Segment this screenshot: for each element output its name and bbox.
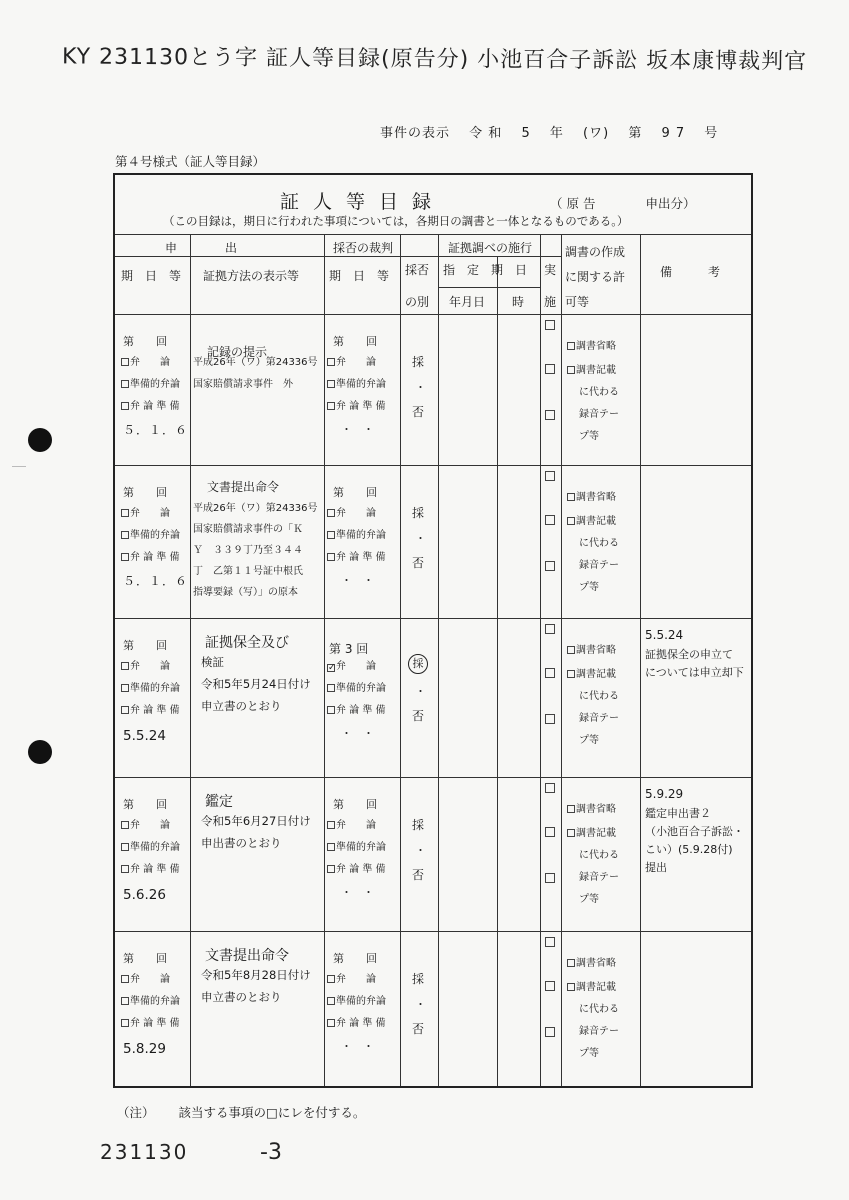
benron-option-label: 弁 論: [130, 820, 170, 831]
rokuon-2: プ等: [579, 1048, 599, 1059]
header-toki: 時: [512, 295, 525, 309]
checkbox[interactable]: [327, 975, 335, 983]
saihi-benron-option: [327, 509, 376, 519]
header-jisshi-2: 施: [544, 295, 557, 309]
saihi-benron-option-label: 弁 論: [336, 508, 376, 519]
biko-line: 5.9.29: [645, 787, 684, 801]
method-line: 文書提出命令: [205, 948, 289, 964]
benron-junbi-option: [121, 402, 180, 412]
saihi-benron-junbi-option: [327, 706, 386, 716]
header-saihi-date: 期 日 等: [329, 269, 390, 283]
saihi-benron-option-label: 弁 論: [336, 974, 376, 985]
saihi-benron-junbi-option-label: 弁 論 準 備: [336, 401, 386, 412]
junbiteki-option-label: 準備的弁論: [130, 842, 180, 853]
saihi-junbiteki-option-label: 準備的弁論: [336, 530, 386, 541]
hi-label: 否: [412, 1022, 425, 1036]
method-line: 文書提出命令: [207, 480, 280, 494]
saihi-benron-junbi-option-label: 弁 論 準 備: [336, 705, 386, 716]
jisshi-checkbox[interactable]: [545, 624, 555, 634]
saihi-benron-option-label: 弁 論: [336, 357, 376, 368]
junbiteki-option: [121, 684, 180, 694]
saihi-junbiteki-option: [327, 531, 386, 541]
saihi-benron-junbi-option: [327, 1019, 386, 1029]
chosho-kisai-option-label: 調書記載: [576, 669, 616, 680]
method-line: 検証: [201, 655, 224, 669]
benron-junbi-option-label: 弁 論 準 備: [130, 552, 180, 563]
checkbox[interactable]: [327, 843, 335, 851]
header-sekkou: 証拠調べの施行: [448, 241, 533, 255]
checkbox[interactable]: [121, 821, 129, 829]
checkbox[interactable]: [121, 975, 129, 983]
footnote: [117, 1103, 365, 1121]
case-dai: 第: [628, 126, 643, 141]
rokuon-2: プ等: [579, 735, 599, 746]
checkbox[interactable]: [121, 358, 129, 366]
case-num: 9 7: [661, 126, 686, 141]
saihi-benron-junbi-option: [327, 402, 386, 412]
chosho-shoryaku-option: [567, 646, 616, 656]
handwritten-header: KY 231130とう字 証人等目録(原告分) 小池百合子訴訟 坂本康博裁判官: [61, 44, 808, 75]
ni-kawaru: に代わる: [579, 538, 619, 549]
jisshi-checkbox[interactable]: [545, 714, 555, 724]
benron-option-label: 弁 論: [130, 974, 170, 985]
chosho-shoryaku-option: [567, 959, 616, 969]
ni-kawaru: に代わる: [579, 1004, 619, 1015]
header-moushide: 申 出: [165, 241, 238, 255]
chosho-kisai-option-label: 調書記載: [576, 365, 616, 376]
checkbox[interactable]: [567, 670, 575, 678]
checkbox[interactable]: [121, 706, 129, 714]
checkbox[interactable]: [121, 402, 129, 410]
saihi-dots: ・ ・: [341, 886, 374, 899]
checkbox[interactable]: [327, 380, 335, 388]
row-line: [115, 777, 751, 778]
method-line: 記録の提示: [207, 345, 268, 359]
benron-junbi-option: [121, 706, 180, 716]
biko-line: 5.5.24: [645, 628, 684, 642]
chosho-kisai-option-label: 調書記載: [576, 516, 616, 527]
handwritten-date: 231130: [100, 1140, 189, 1164]
rokuon-2: プ等: [579, 582, 599, 593]
binder-edge-mark: [12, 466, 26, 467]
checkbox[interactable]: [327, 509, 335, 517]
chosho-kisai-option: [567, 366, 616, 376]
col-line: [497, 256, 498, 1086]
saihi-benron-option: [327, 662, 376, 672]
saihi-dots: ・ ・: [341, 1040, 374, 1053]
header-chosho-3: 可等: [565, 295, 590, 309]
benron-option: [121, 662, 170, 672]
method-line: 令和5年8月28日付け: [201, 968, 311, 982]
hi-label: 否: [412, 868, 425, 882]
ni-kawaru: に代わる: [579, 850, 619, 861]
saihi-benron-junbi-option-label: 弁 論 準 備: [336, 864, 386, 875]
method-line: 申立書のとおり: [201, 699, 282, 713]
jisshi-checkbox[interactable]: [545, 668, 555, 678]
hi-label: 否: [412, 709, 425, 723]
rokuon-1: 録音テー: [579, 713, 619, 724]
header-saihi: 採否の裁判: [333, 241, 394, 255]
benron-junbi-option-label: 弁 論 準 備: [130, 864, 180, 875]
checkbox[interactable]: [327, 997, 335, 1005]
chosho-shoryaku-option: [567, 805, 616, 815]
checkbox[interactable]: [121, 997, 129, 1005]
saihi-benron-option: [327, 975, 376, 985]
jisshi-checkbox[interactable]: [545, 1027, 555, 1037]
rokuon-1: 録音テー: [579, 560, 619, 571]
form-subtitle: （この目録は，期日に行われた事項については，各期日の調書と一体となるものである。）: [163, 214, 629, 228]
sai-label: 採: [412, 506, 425, 520]
method-line: 令和5年5月24日付け: [201, 677, 311, 691]
checkbox[interactable]: [121, 865, 129, 873]
checkbox[interactable]: [121, 662, 129, 670]
saihi-benron-option: [327, 821, 376, 831]
benron-junbi-option: [121, 865, 180, 875]
method-line: 丁 乙第１１号証中根氏: [193, 566, 303, 577]
method-line: 申立書のとおり: [201, 990, 282, 1004]
biko-line: こい）(5.9.28付): [645, 843, 733, 856]
sai-dot: ・: [415, 532, 426, 545]
junbiteki-option: [121, 380, 180, 390]
kai-label: 第 回: [123, 335, 167, 348]
chosho-shoryaku-option-label: 調書省略: [576, 645, 616, 656]
form-title-area: [115, 175, 751, 235]
method-line: Ｙ ３３９丁乃至３４４: [193, 545, 303, 556]
chosho-kisai-option: [567, 829, 616, 839]
sai-dot: ・: [415, 998, 426, 1011]
saihi-kai-label: 第 回: [333, 952, 377, 965]
method-line: 平成26年（ワ）第24336号: [193, 503, 318, 514]
header-shitei: 指 定 期 日: [443, 263, 528, 277]
case-go: 号: [704, 126, 719, 141]
junbiteki-option: [121, 843, 180, 853]
header-biko: 備 考: [660, 265, 721, 279]
saihi-junbiteki-option: [327, 380, 386, 390]
checkbox[interactable]: [121, 684, 129, 692]
saihi-benron-junbi-option: [327, 865, 386, 875]
checkbox[interactable]: [327, 706, 335, 714]
biko-line: 鑑定申出書２: [645, 807, 711, 820]
method-line: 国家賠償請求事件 外: [193, 379, 293, 390]
checkbox[interactable]: [121, 531, 129, 539]
checkbox[interactable]: [121, 509, 129, 517]
hi-label: 否: [412, 556, 425, 570]
method-line: 証拠保全及び: [205, 635, 289, 651]
form-title-party: （ 原 告 申出分）: [550, 196, 696, 211]
jisshi-checkbox[interactable]: [545, 561, 555, 571]
row-line: [115, 618, 751, 619]
chosho-shoryaku-option: [567, 493, 616, 503]
sai-dot: ・: [415, 381, 426, 394]
junbiteki-option-label: 準備的弁論: [130, 530, 180, 541]
case-number: [380, 122, 732, 141]
witness-list-form: [113, 173, 753, 1088]
row-line: [115, 931, 751, 932]
chosho-shoryaku-option-label: 調書省略: [576, 804, 616, 815]
checkbox[interactable]: [327, 402, 335, 410]
checkbox[interactable]: [567, 829, 575, 837]
header-chosho-2: に関する許: [565, 270, 626, 284]
chosho-shoryaku-option: [567, 342, 616, 352]
saihi-benron-option: [327, 358, 376, 368]
entry-date: 5.8.29: [123, 1041, 166, 1057]
row-line: [438, 287, 540, 288]
checkbox[interactable]: [567, 646, 575, 654]
checkbox[interactable]: [327, 865, 335, 873]
kai-label: 第 回: [123, 952, 167, 965]
saihi-benron-option-label: 弁 論: [336, 661, 376, 672]
junbiteki-option-label: 準備的弁論: [130, 683, 180, 694]
benron-junbi-option: [121, 553, 180, 563]
saihi-junbiteki-option-label: 準備的弁論: [336, 842, 386, 853]
saihi-junbiteki-option-label: 準備的弁論: [336, 379, 386, 390]
sai-label: 採: [412, 818, 425, 832]
saihi-junbiteki-option: [327, 843, 386, 853]
case-type: (ワ): [583, 126, 610, 141]
checkbox[interactable]: [121, 1019, 129, 1027]
header-jisshi-1: 実: [544, 263, 557, 277]
junbiteki-option: [121, 531, 180, 541]
biko-line: （小池百合子訴訟・: [645, 825, 744, 838]
form-title: 証人等目録: [280, 191, 446, 213]
checkbox[interactable]: [327, 531, 335, 539]
biko-line: 提出: [645, 861, 667, 874]
handwritten-page-number: -3: [260, 1140, 282, 1165]
checkbox[interactable]: [327, 553, 335, 561]
benron-junbi-option: [121, 1019, 180, 1029]
saihi-junbiteki-option: [327, 997, 386, 1007]
checkbox[interactable]: [567, 805, 575, 813]
junbiteki-option: [121, 997, 180, 1007]
saihi-junbiteki-option-label: 準備的弁論: [336, 996, 386, 1007]
junbiteki-option-label: 準備的弁論: [130, 379, 180, 390]
method-line: 申出書のとおり: [201, 836, 282, 850]
col-line: [640, 235, 641, 1086]
saihi-benron-junbi-option-label: 弁 論 準 備: [336, 1018, 386, 1029]
jisshi-checkbox[interactable]: [545, 827, 555, 837]
biko-line: 証拠保全の申立て: [645, 648, 733, 661]
header-saihi-betsu-2: の別: [405, 295, 430, 309]
jisshi-checkbox[interactable]: [545, 783, 555, 793]
chosho-kisai-option-label: 調書記載: [576, 828, 616, 839]
saihi-benron-junbi-option: [327, 553, 386, 563]
sai-circled: 採: [408, 654, 428, 674]
checkbox[interactable]: [327, 821, 335, 829]
rokuon-2: プ等: [579, 894, 599, 905]
saihi-kai-label: 第 回: [333, 486, 377, 499]
method-line: 指導要録（写）」の原本: [193, 587, 298, 598]
chosho-kisai-option: [567, 517, 616, 527]
jisshi-checkbox[interactable]: [545, 515, 555, 525]
rokuon-1: 録音テー: [579, 872, 619, 883]
header-saihi-betsu-1: 採否: [405, 263, 430, 277]
rokuon-1: 録音テー: [579, 409, 619, 420]
row-line: [115, 314, 751, 315]
checkbox[interactable]: [327, 1019, 335, 1027]
saihi-dots: ・ ・: [341, 423, 374, 436]
entry-date: ５．１．６: [123, 574, 189, 588]
header-chosho-1: 調書の作成: [565, 245, 626, 259]
header-method: 証拠方法の表示等: [203, 269, 300, 283]
form-table: [115, 235, 751, 1086]
checkbox[interactable]: [567, 342, 575, 350]
rokuon-2: プ等: [579, 431, 599, 442]
row-line: [115, 465, 751, 466]
footnote-label: （注）: [117, 1105, 155, 1120]
checkbox[interactable]: [327, 684, 335, 692]
checkbox[interactable]: [121, 380, 129, 388]
saihi-junbiteki-option-label: 準備的弁論: [336, 683, 386, 694]
ni-kawaru: に代わる: [579, 691, 619, 702]
case-year-unit: 年: [549, 126, 564, 141]
col-line: [324, 235, 325, 1086]
header-kijitsu: 期 日 等: [121, 269, 182, 283]
footnote-text: 該当する事項の□にレを付する。: [178, 1105, 366, 1120]
junbiteki-option-label: 準備的弁論: [130, 996, 180, 1007]
saihi-kai-label: 第 回: [333, 335, 377, 348]
benron-junbi-option-label: 弁 論 準 備: [130, 1018, 180, 1029]
form-label: 第４号様式（証人等目録）: [115, 154, 266, 169]
chosho-shoryaku-option-label: 調書省略: [576, 958, 616, 969]
hi-label: 否: [412, 405, 425, 419]
method-line: 鑑定: [205, 794, 233, 810]
entry-date: 5.6.26: [123, 887, 166, 903]
col-line: [438, 235, 439, 1086]
checkbox[interactable]: [567, 983, 575, 991]
col-line: [540, 235, 541, 1086]
method-line: 令和5年6月27日付け: [201, 814, 311, 828]
col-line: [561, 235, 562, 1086]
benron-option: [121, 975, 170, 985]
saihi-kai-label: 第 3 回: [329, 642, 369, 656]
method-line: 国家賠償請求事件の「Ｋ: [193, 524, 303, 535]
jisshi-checkbox[interactable]: [545, 471, 555, 481]
kai-label: 第 回: [123, 639, 167, 652]
jisshi-checkbox[interactable]: [545, 410, 555, 420]
col-line: [190, 235, 191, 1086]
benron-option-label: 弁 論: [130, 508, 170, 519]
checkbox[interactable]: [327, 358, 335, 366]
jisshi-checkbox[interactable]: [545, 364, 555, 374]
jisshi-checkbox[interactable]: [545, 320, 555, 330]
jisshi-checkbox[interactable]: [545, 873, 555, 883]
chosho-shoryaku-option-label: 調書省略: [576, 492, 616, 503]
chosho-shoryaku-option-label: 調書省略: [576, 341, 616, 352]
checkbox[interactable]: [567, 493, 575, 501]
checkbox[interactable]: [567, 517, 575, 525]
row-line: [115, 256, 561, 257]
biko-line: については申立却下: [645, 666, 744, 679]
saihi-benron-option-label: 弁 論: [336, 820, 376, 831]
benron-option: [121, 358, 170, 368]
rokuon-1: 録音テー: [579, 1026, 619, 1037]
benron-option-label: 弁 論: [130, 357, 170, 368]
header-nengappi: 年月日: [449, 295, 486, 309]
case-year: 5: [521, 126, 531, 141]
binder-hole-top: [28, 428, 52, 452]
saihi-kai-label: 第 回: [333, 798, 377, 811]
case-era: 令 和: [469, 126, 503, 141]
saihi-benron-junbi-option-label: 弁 論 準 備: [336, 552, 386, 563]
saihi-dots: ・ ・: [341, 727, 374, 740]
benron-option-label: 弁 論: [130, 661, 170, 672]
benron-junbi-option-label: 弁 論 準 備: [130, 401, 180, 412]
col-line: [400, 235, 401, 1086]
binder-hole-bottom: [28, 740, 52, 764]
sai-label: 採: [412, 355, 425, 369]
method-line: 平成26年（ワ）第24336号: [193, 357, 318, 368]
chosho-kisai-option-label: 調書記載: [576, 982, 616, 993]
ni-kawaru: に代わる: [579, 387, 619, 398]
checkbox[interactable]: [121, 843, 129, 851]
chosho-kisai-option: [567, 983, 616, 993]
case-label: 事件の表示: [380, 126, 451, 141]
chosho-kisai-option: [567, 670, 616, 680]
benron-option: [121, 509, 170, 519]
checkbox[interactable]: [567, 959, 575, 967]
entry-date: 5.5.24: [123, 728, 166, 744]
benron-junbi-option-label: 弁 論 準 備: [130, 705, 180, 716]
jisshi-checkbox[interactable]: [545, 981, 555, 991]
kai-label: 第 回: [123, 798, 167, 811]
sai-dot: ・: [415, 844, 426, 857]
kai-label: 第 回: [123, 486, 167, 499]
entry-date: ５．１．６: [123, 423, 189, 437]
saihi-junbiteki-option: [327, 684, 386, 694]
benron-option: [121, 821, 170, 831]
sai-dot: ・: [415, 685, 426, 698]
checkbox[interactable]: ✓: [328, 663, 336, 673]
jisshi-checkbox[interactable]: [545, 937, 555, 947]
checkbox[interactable]: [121, 553, 129, 561]
saihi-dots: ・ ・: [341, 574, 374, 587]
sai-label: 採: [412, 972, 425, 986]
checkbox[interactable]: [567, 366, 575, 374]
